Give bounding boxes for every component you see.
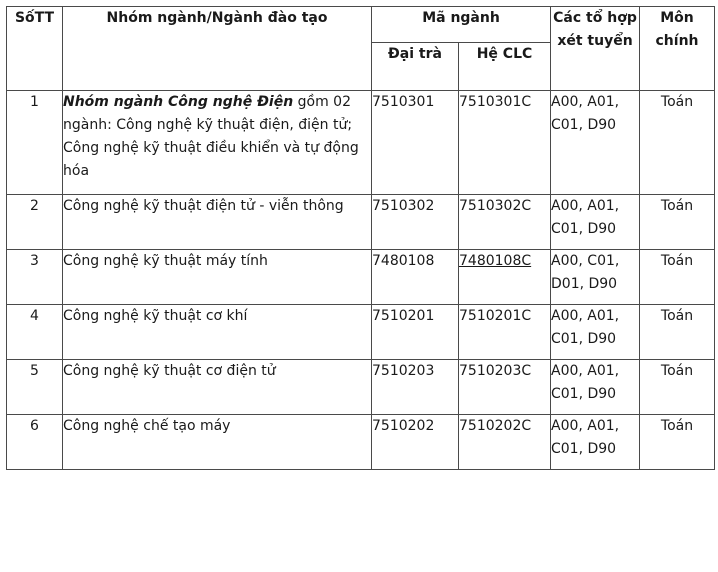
row-stt: 3 [7, 250, 63, 305]
row-stt: 6 [7, 415, 63, 470]
row-combinations: A00, A01, C01, D90 [551, 360, 640, 415]
row-combinations: A00, C01, D01, D90 [551, 250, 640, 305]
table-row [7, 415, 715, 470]
row-code-clc: 7510302C [459, 195, 551, 250]
table-row [7, 305, 715, 360]
header-code-clc: Hệ CLC [459, 43, 551, 91]
row-combinations: A00, A01, C01, D90 [551, 195, 640, 250]
header-main-subject: Môn chính [640, 7, 715, 91]
row-stt: 4 [7, 305, 63, 360]
row-combinations: A00, A01, C01, D90 [551, 91, 640, 195]
row-main-subject: Toán [640, 305, 715, 360]
admissions-table [6, 6, 715, 470]
row-main-subject: Toán [640, 250, 715, 305]
row-code-clc: 7510202C [459, 415, 551, 470]
header-code-regular: Đại trà [372, 43, 459, 91]
row-stt: 5 [7, 360, 63, 415]
row-major: Công nghệ kỹ thuật điện tử - viễn thông [63, 195, 372, 250]
row-code-regular: 7510301 [372, 91, 459, 195]
row-major: Công nghệ kỹ thuật cơ khí [63, 305, 372, 360]
row-code-regular: 7510202 [372, 415, 459, 470]
header-major: Nhóm ngành/Ngành đào tạo [63, 7, 372, 91]
row-stt: 1 [7, 91, 63, 195]
table-row [7, 91, 715, 195]
row-combinations: A00, A01, C01, D90 [551, 305, 640, 360]
row-major [63, 91, 372, 195]
row-main-subject: Toán [640, 195, 715, 250]
row-stt: 2 [7, 195, 63, 250]
row-major: Công nghệ chế tạo máy [63, 415, 372, 470]
header-stt: SốTT [7, 7, 63, 91]
row-code-clc: 7510301C [459, 91, 551, 195]
row-code-regular: 7480108 [372, 250, 459, 305]
row-major: Công nghệ kỹ thuật cơ điện tử [63, 360, 372, 415]
row-code-regular: 7510201 [372, 305, 459, 360]
code-link[interactable]: 7480108C [459, 253, 532, 269]
table-row [7, 195, 715, 250]
header-code: Mã ngành [372, 7, 551, 43]
row-major: Công nghệ kỹ thuật máy tính [63, 250, 372, 305]
row-code-clc [459, 250, 551, 305]
table-row [7, 360, 715, 415]
header-combinations: Các tổ hợp xét tuyển [551, 7, 640, 91]
table-row [7, 250, 715, 305]
row-main-subject: Toán [640, 91, 715, 195]
row-code-clc: 7510201C [459, 305, 551, 360]
major-group-name: Nhóm ngành Công nghệ Điện [63, 94, 294, 110]
row-code-regular: 7510203 [372, 360, 459, 415]
row-code-regular: 7510302 [372, 195, 459, 250]
row-code-clc: 7510203C [459, 360, 551, 415]
header-row [7, 7, 715, 43]
row-main-subject: Toán [640, 360, 715, 415]
row-combinations: A00, A01, C01, D90 [551, 415, 640, 470]
major-group-description: gồm 02 ngành: Công nghệ kỹ thuật điện, điện tử; Công nghệ kỹ thuật điều khiển và tự động hóa [63, 94, 359, 179]
row-main-subject: Toán [640, 415, 715, 470]
